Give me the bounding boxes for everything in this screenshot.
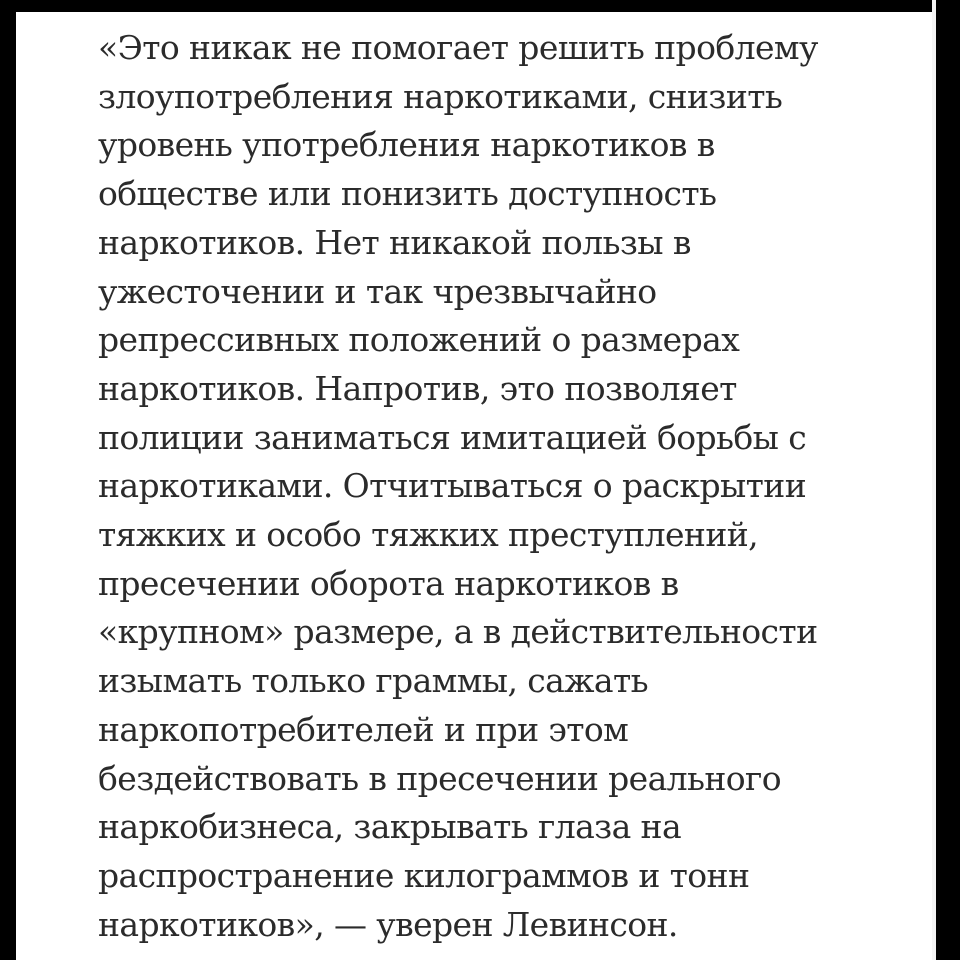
quote-line: тяжких и особо тяжких преступлений, <box>98 515 758 555</box>
quote-line: злоупотребления наркотиками, снизить <box>98 76 783 116</box>
quote-line: уровень употребления наркотиков в <box>98 125 715 165</box>
quote-line: бездействовать в пресечении реального <box>98 758 782 798</box>
quote-line: наркотиков», — уверен Левинсон. <box>98 904 678 944</box>
quote-line: распространение килограммов и тонн <box>98 855 750 895</box>
quote-line: пресечении оборота наркотиков в <box>98 563 679 603</box>
quote-paragraph <box>98 24 878 949</box>
quote-line: наркотиков. Напротив, это позволяет <box>98 368 737 408</box>
quote-line: «крупном» размере, а в действительности <box>98 612 818 652</box>
quote-line: полиции заниматься имитацией борьбы с <box>98 417 807 457</box>
quote-line: обществе или понизить доступность <box>98 174 717 214</box>
quote-line: наркотиками. Отчитываться о раскрытии <box>98 466 807 506</box>
quote-line: наркотиков. Нет никакой пользы в <box>98 222 691 262</box>
text-panel <box>16 12 932 960</box>
quote-line: изымать только граммы, сажать <box>98 661 649 701</box>
frame-edge-highlight <box>932 0 936 960</box>
quote-line: «Это никак не помогает решить проблему <box>98 28 818 67</box>
quote-line: репрессивных положений о размерах <box>98 320 740 360</box>
quote-line: наркобизнеса, закрывать глаза на <box>98 807 682 847</box>
quote-line: наркопотребителей и при этом <box>98 709 629 749</box>
quote-line: ужесточении и так чрезвычайно <box>98 271 657 311</box>
